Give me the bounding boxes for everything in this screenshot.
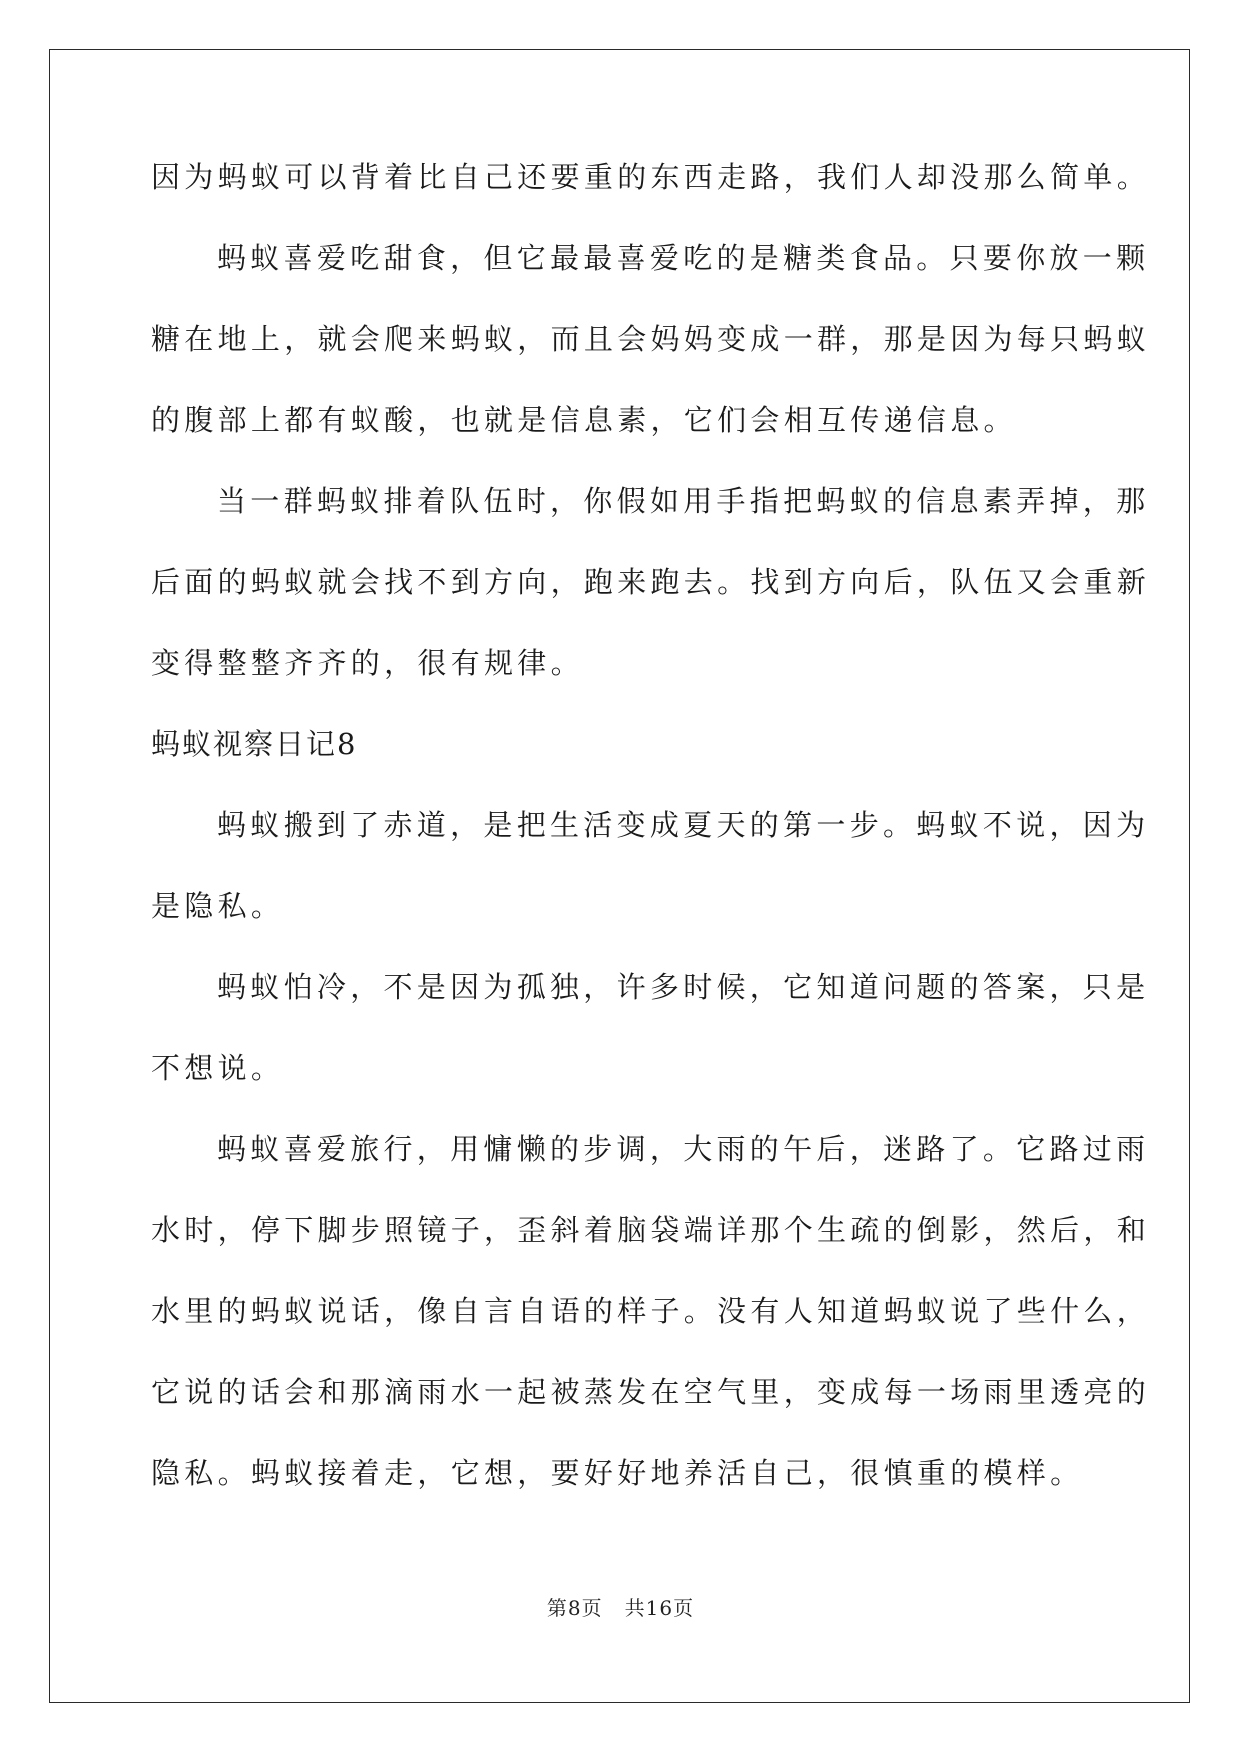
text-line: 它说的话会和那滴雨水一起被蒸发在空气里，变成每一场雨里透亮的 (151, 1375, 1151, 1409)
page-footer (0, 1596, 1241, 1620)
text-line: 水里的蚂蚁说话，像自言自语的样子。没有人知道蚂蚁说了些什么， (151, 1294, 1151, 1328)
text-line: 蚂蚁喜爱旅行，用慵懒的步调，大雨的午后，迷路了。它路过雨 (217, 1132, 1150, 1166)
text-line: 蚂蚁怕冷，不是因为孤独，许多时候，它知道问题的答案，只是 (217, 970, 1150, 1004)
section-heading: 蚂蚁视察日记8 (151, 727, 358, 761)
text-line: 隐私。蚂蚁接着走，它想，要好好地养活自己，很慎重的模样。 (151, 1456, 1084, 1490)
text-line: 后面的蚂蚁就会找不到方向，跑来跑去。找到方向后，队伍又会重新 (151, 565, 1151, 599)
text-line: 当一群蚂蚁排着队伍时，你假如用手指把蚂蚁的信息素弄掉，那 (217, 484, 1150, 518)
text-line: 糖在地上，就会爬来蚂蚁，而且会妈妈变成一群，那是因为每只蚂蚁 (151, 322, 1151, 356)
text-line: 蚂蚁搬到了赤道，是把生活变成夏天的第一步。蚂蚁不说，因为 (217, 808, 1150, 842)
current-page-label: 第8页 (546, 1596, 603, 1620)
total-pages-label: 共16页 (624, 1596, 695, 1620)
text-line: 因为蚂蚁可以背着比自己还要重的东西走路，我们人却没那么简单。 (151, 160, 1151, 194)
text-line: 的腹部上都有蚁酸，也就是信息素，它们会相互传递信息。 (151, 403, 1017, 437)
text-line: 水时，停下脚步照镜子，歪斜着脑袋端详那个生疏的倒影，然后，和 (151, 1213, 1151, 1247)
text-line: 蚂蚁喜爱吃甜食，但它最最喜爱吃的是糖类食品。只要你放一颗 (217, 241, 1150, 275)
text-line: 是隐私。 (151, 889, 285, 923)
document-body (151, 160, 1151, 1539)
text-line: 变得整整齐齐的，很有规律。 (151, 646, 584, 680)
text-line: 不想说。 (151, 1051, 285, 1085)
